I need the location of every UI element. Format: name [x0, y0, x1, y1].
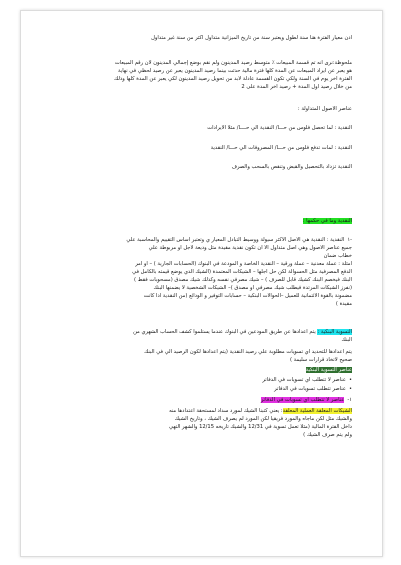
reconciliation-items-highlight: عناصر التسوية البنكية	[305, 367, 352, 373]
note-line-1: ملحوظة:نرى انه تم قسمة المبيعات ٪ متوسط رصيد المدينون ولم نقم بوضع إجمالي المدينون لان رقم المبيعات	[114, 60, 352, 66]
cash-examples-line-2: الدفع المصرفية مثل الحسوالة لكن حل اجلها – الشيكات المعتمدة (الشيك الذي يوضع قيمته بالكامل في	[132, 269, 352, 275]
items-no-adjustment-text: عناصر لا تتطلب اي تسويات في الدفاتر	[262, 377, 346, 383]
list-number: ١-	[347, 397, 352, 403]
outstanding-checks-text-1: : يعني كتبنا الشيك لمورد سداد لمستحقة اعتدادها منه	[169, 408, 283, 414]
cash-equivalents-highlight: النقدية وما في حكمها :	[302, 218, 352, 224]
outstanding-checks-line-1	[65, 408, 352, 414]
cash-examples-line-4: (نفرز الشيكات المرتدة فيطلب شيك مصرفي او مصدق )– الشيكات الشخصية لا يضمنها البنك	[153, 285, 352, 291]
cash-receipt-entry: النقدية : لما تحصل فلوس من حـــا/ النقدية الي حــــا/ مثلا الايرادات	[207, 125, 352, 131]
no-adjustment-heading	[261, 397, 352, 403]
cash-definition-text-1: النقدية : النقدية هي الاصل الاكثر سيولة ووسيط التبادل المعيار ي وتعتبر اساس التقييم والمحاسبة علي	[126, 237, 345, 243]
bullet: •	[348, 377, 352, 383]
cash-rule: النقدية تزداد بالتحصيل والقبض وتنقص بالسحب والصرف	[231, 164, 352, 170]
paragraph-period-criterion: اذن معيار الفترة هنا سنة لطول ويعتبر سنة من تاريخ الميزانية متداول اكثر من سنة غير متداول	[151, 35, 352, 41]
bank-reconciliation-line-2: البنك	[341, 337, 352, 343]
cash-payment-entry: النقدية : لمات تدفع فلوس من حـــا/ المصروفات الي حـــا/ النقدية	[210, 145, 352, 151]
current-assets-heading: عناصر الاصول المتداولة :	[297, 106, 352, 112]
note-line-3: الفترة اخر يوم في السنة ولكي تكون القسمة عادلة لابد من تحويل رصيد المدينون لكي يعبر عن المدة كلها وذلك	[114, 76, 352, 82]
note-line-2: هو يعبر عن ايراد المبيعات عن المدة كلها فترة مالية حدثت بينما رصيد المدينون يعبر عن رصيد لحظي في نهاية	[118, 68, 352, 74]
outstanding-checks-line-3: داخل الفترة المالية (مثلا تعمل تسوية في 12/31 والشيك تاريخه 12/15 والشهر التهي	[169, 424, 352, 430]
bank-reconciliation-term: التسوية البنكية :	[317, 329, 352, 335]
document-page	[20, 10, 383, 557]
cash-equivalents-heading	[303, 218, 352, 224]
bank-reconciliation-line-3: يتم اعدادها للتحديد اي تسويات مطلوبة علي رصيد النقدية (يتم اعدادها لكون الرصيد الي في البنك	[144, 349, 352, 355]
cash-definition-line-3: خطاب ضمان	[323, 253, 352, 259]
outstanding-checks-line-4: ولم يتم صرف الشيك )	[303, 432, 352, 438]
cash-examples-line-6: مقيدة )	[335, 301, 352, 307]
items-need-adjustment	[274, 386, 352, 392]
cash-definition-line-1	[65, 237, 352, 243]
bank-reconciliation-line-1	[65, 329, 352, 335]
cash-examples-line-1: امثلة : عملة معدنية – عملة ورقية – النقدية الخاصة و المودعة في البنوك (الحسابات الجارية ) – او امر	[135, 261, 352, 267]
reconciliation-items-heading	[306, 367, 352, 373]
outstanding-checks-term: الشيكات المعلقة العملية المعلقة	[282, 408, 352, 414]
note-line-4: من خلال رصيد اول المدة + رصيد اخر المدة على 2	[241, 84, 352, 90]
bank-reconciliation-text-1: يتم اعدادها عن طريق المودعين في البنوك عندما يستلموا كشف الحساب الشهري من	[133, 329, 318, 335]
items-need-adjustment-text: عناصر تتطلب تسويات في الدفاتر	[274, 386, 346, 392]
cash-definition-line-2: جميع عناصر الاصول وهي اصل متداول الا ان تكون نقدية مقيدة مثل وديعة لاجل او مربوطة علي	[148, 245, 352, 251]
items-no-adjustment	[262, 377, 352, 383]
bank-reconciliation-line-4: صحيح لاتخاذ قرارات سليمة )	[290, 357, 352, 363]
cash-examples-line-5: مضمونة بالقوة الائتمانية للعميل –الحوالات البنكية – حسابات التوفير و الودائع (من النقدية اذا كانت	[143, 293, 352, 299]
bullet: •	[348, 386, 352, 392]
list-number: -١	[347, 237, 352, 243]
outstanding-checks-line-2: والشيك مثل لكن ماجاه والمورد فريقيا لكن المورد لم يصرف الشيك ، وتاريخ الشيك	[174, 416, 352, 422]
cash-examples-line-3: البنك فيخصم البنك كشيك قابل للصرف ) – شيك مصرفي نفسه وكذلك شيك مصدق (مسحوبات فقط )	[134, 277, 352, 283]
no-adjustment-highlight: عناصر لا تتطلب اي تسويات في الدفاتر	[260, 397, 345, 403]
